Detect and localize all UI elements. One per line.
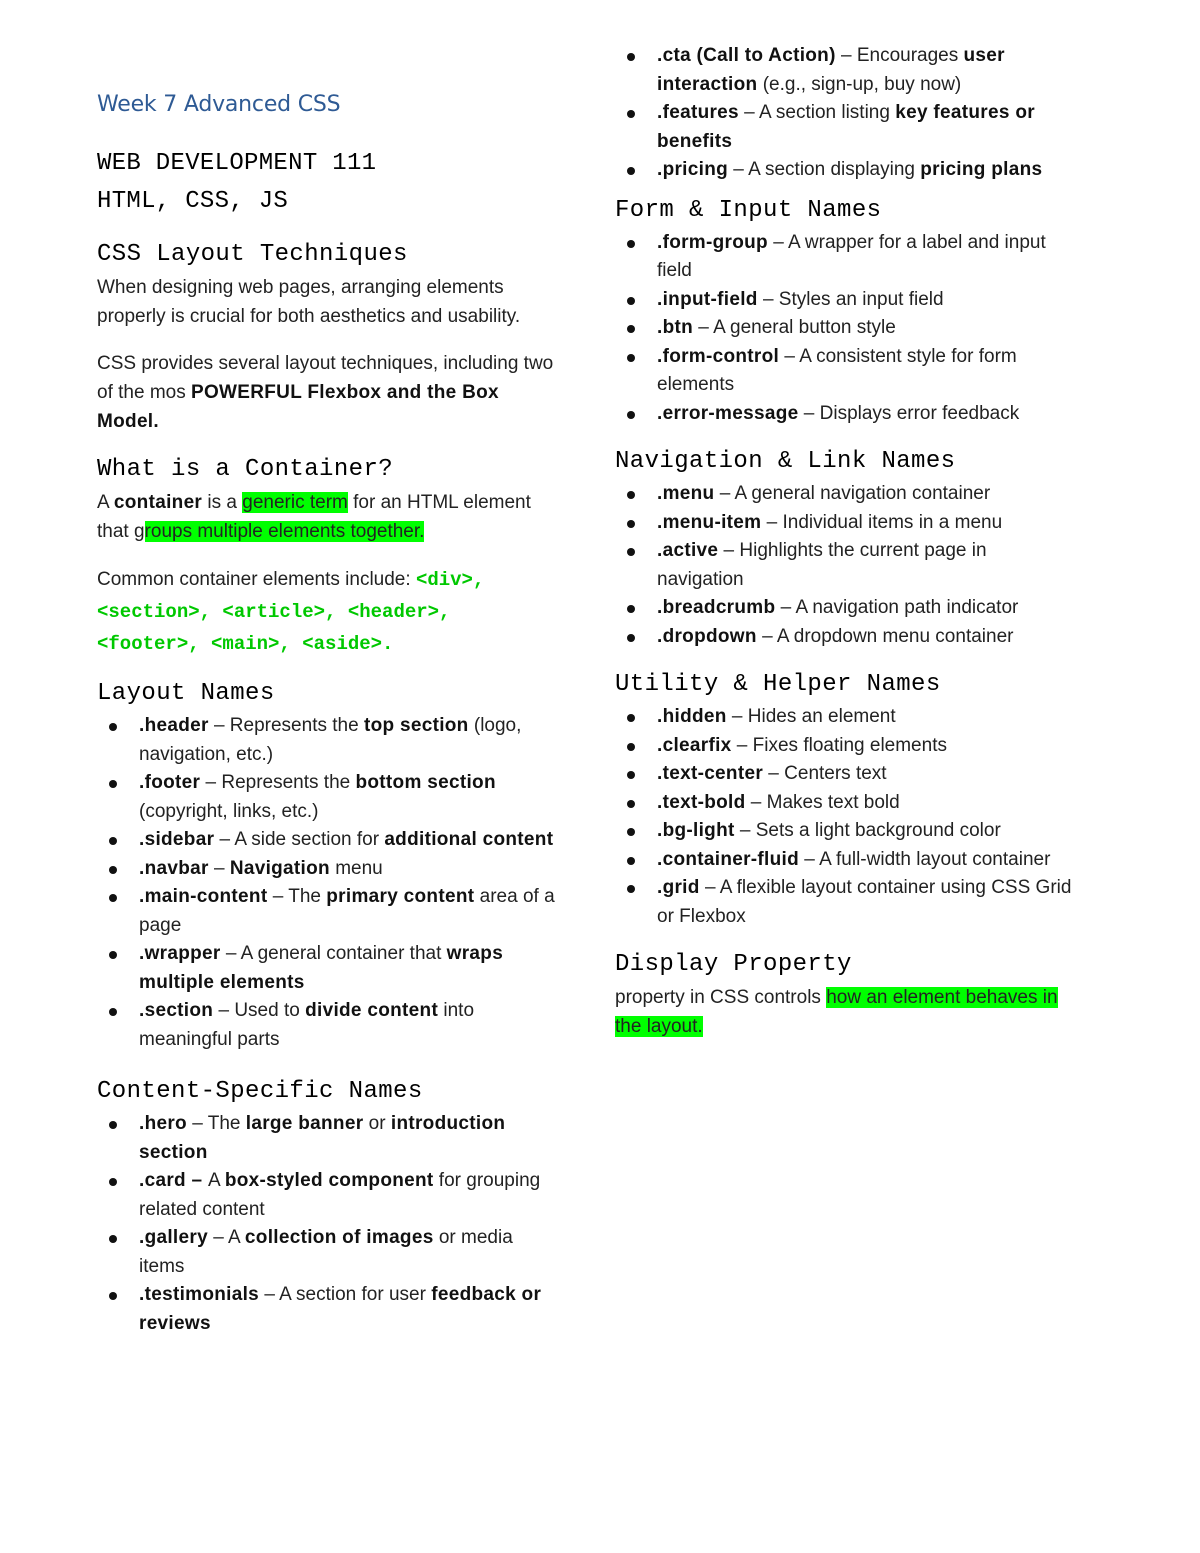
class-name: .text-bold [657,791,746,813]
bold-text: top section [363,715,469,736]
class-name: .gallery [139,1227,208,1248]
text: – Centers text [763,763,887,784]
class-name: .form-group [657,231,768,253]
class-name: .wrapper [139,943,221,964]
class-name: .bg-light [657,820,735,841]
text: or [363,1113,391,1134]
text: – [208,857,230,879]
text: – Displays error feedback [798,402,1020,424]
class-name: .menu [657,483,715,504]
list-item [587,623,1075,652]
class-name: .pricing [657,159,729,180]
text: menu [329,857,383,879]
text: (copyright, links, etc.) [139,800,319,822]
list-item [69,855,557,884]
class-name: .active [657,540,719,561]
list-item [587,594,1075,623]
bold-text: pricing plans [920,159,1043,180]
text: (e.g., sign-up, buy now) [757,73,962,95]
class-name: .menu-item [657,511,762,533]
text: – The [267,886,327,907]
utility-names-heading: Utility & Helper Names [615,671,941,698]
container-definition [97,488,557,546]
text: – Represents the [208,715,364,736]
bold-text: introduction section [139,1113,506,1163]
layout-techniques-para1: When designing web pages, arranging elements properly is crucial for both aesthetics and usability. [97,277,521,327]
bold-text: primary content [326,886,475,907]
text: area of a page [139,886,555,936]
bold-text: additional content [384,829,554,850]
class-name: .text-center [657,763,764,784]
list-item [69,883,557,940]
class-name: .testimonials [139,1284,260,1305]
form-names-list [615,229,1075,429]
text: (logo, navigation, etc.) [139,715,522,765]
document-title: Week 7 Advanced CSS [97,92,341,117]
bold-container: container [113,492,203,513]
class-name: .dropdown [657,625,757,647]
list-item [69,1224,557,1281]
text: – A dropdown menu container [756,625,1014,647]
bold-text: user interaction [657,45,1005,95]
text: – Individual items in a menu [761,511,1003,533]
display-property-heading: Display Property [615,951,852,978]
nav-names-heading: Navigation & Link Names [615,448,956,475]
class-name: .header [139,715,209,736]
container-common [97,564,557,660]
list-item [587,480,1075,509]
course-block [97,145,557,221]
text: – The [186,1113,246,1134]
list-item [69,826,557,855]
text: – A [207,1227,245,1248]
list-item [587,42,1075,99]
text: is a [202,492,243,513]
text: for grouping related content [139,1170,541,1220]
highlight-generic-term: generic term [242,492,348,513]
text: – Hides an element [726,706,896,727]
text: – A full-width layout container [799,848,1051,870]
course-title: WEB DEVELOPMENT 111 [97,150,377,177]
list-item [587,846,1075,875]
list-item [587,817,1075,846]
text: – A section for user [259,1284,432,1305]
nav-names-list [615,480,1075,651]
text: – A wrapper for a label and input field [657,231,1046,281]
highlight-behaves: how an element behaves in the layout. [615,987,1058,1037]
course-subtitle: HTML, CSS, JS [97,188,289,215]
list-item [587,789,1075,818]
class-name: .features [657,102,739,123]
para2-bold-powerful: POWERFUL [191,382,303,403]
content-names-list-left [97,1110,557,1338]
bold-text: feedback or reviews [139,1284,542,1334]
left-column [97,92,557,1338]
class-name: .sidebar [139,829,215,850]
text: – Used to [213,1000,306,1021]
list-item [69,1281,557,1338]
list-item [587,537,1075,594]
text: – Highlights the current page in navigation [657,540,987,590]
list-item [587,760,1075,789]
class-name: .hero [139,1113,187,1134]
para2-text: CSS provides several layout techniques, including two of the mos [97,353,554,403]
right-column [615,42,1075,1059]
class-name: .input-field [657,288,758,310]
text: for an HTML element that g [97,492,531,542]
class-name: .clearfix [657,734,732,756]
bold-text: bottom section [355,772,496,793]
bold-text: key features or benefits [657,102,1035,152]
list-item [587,703,1075,732]
list-item [69,997,557,1054]
layout-techniques-para2 [97,349,557,436]
text: – Encourages [835,45,964,66]
class-name: .hidden [657,706,727,727]
class-name: .main-content [139,886,268,907]
class-name: .footer [139,772,201,793]
form-names-heading: Form & Input Names [615,196,882,224]
list-item [587,156,1075,185]
text: property in CSS controls [615,987,827,1008]
text: – Makes text bold [745,791,900,813]
list-item [69,712,557,769]
text: – A section displaying [728,159,921,180]
highlight-groups: roups multiple elements together. [144,521,425,542]
list-item [587,509,1075,538]
bold-text: Navigation [229,857,330,879]
text: – A navigation path indicator [775,597,1019,618]
text: into meaningful parts [139,1000,475,1050]
content-names-heading: Content-Specific Names [97,1078,423,1105]
class-name: .grid [657,877,700,898]
bold-text: collection of images [244,1227,434,1248]
bold-text: wraps multiple elements [139,943,504,993]
text: A [97,492,114,513]
list-item [587,99,1075,156]
class-name: .card – [139,1170,208,1191]
text: – Represents the [200,772,356,793]
text: Common container elements include: [97,569,416,590]
list-item [69,769,557,826]
text: – A general button style [693,317,896,338]
text: – A flexible layout container using CSS Grid or Flexbox [657,877,1072,927]
class-name: .container-fluid [657,848,800,870]
text: A [207,1170,225,1191]
class-name: .section [139,1000,214,1021]
class-name: .navbar [139,857,209,879]
layout-names-list [97,712,557,1054]
layout-techniques-heading: CSS Layout Techniques [97,241,408,268]
class-name: .breadcrumb [657,597,776,618]
display-property-text [615,983,1075,1041]
class-name: .form-control [657,345,780,367]
code-container-elements: <div>, <section>, <article>, <header>, <footer>, <main>, <aside>. [97,569,485,655]
utility-names-list [615,703,1075,931]
bold-text: divide content [305,1000,439,1021]
list-item [69,1167,557,1224]
text: – Sets a light background color [734,820,1001,841]
text: – A section listing [738,102,896,123]
text: – A general navigation container [714,483,991,504]
text: or media items [139,1227,513,1277]
bold-text: large banner [245,1113,364,1134]
list-item [587,874,1075,931]
list-item [69,1110,557,1167]
class-name: .error-message [657,402,799,424]
para2-bold-flexbox: Flexbox and the Box Model. [97,382,499,432]
list-item [587,229,1075,286]
text: – A general container that [220,943,447,964]
text: – Fixes floating elements [731,734,947,756]
text: – A consistent style for form elements [657,345,1017,395]
list-item [587,343,1075,400]
text: – A side section for [214,829,385,850]
list-item [587,286,1075,315]
class-name: .btn [657,317,694,338]
content-names-list-right [615,42,1075,185]
list-item [587,400,1075,429]
layout-names-heading: Layout Names [97,680,275,707]
list-item [587,314,1075,343]
container-heading: What is a Container? [97,456,394,483]
text: – Styles an input field [757,288,944,310]
list-item [587,732,1075,761]
bold-text: box-styled component [224,1170,434,1191]
list-item [69,940,557,997]
class-name: .cta (Call to Action) [657,45,836,66]
